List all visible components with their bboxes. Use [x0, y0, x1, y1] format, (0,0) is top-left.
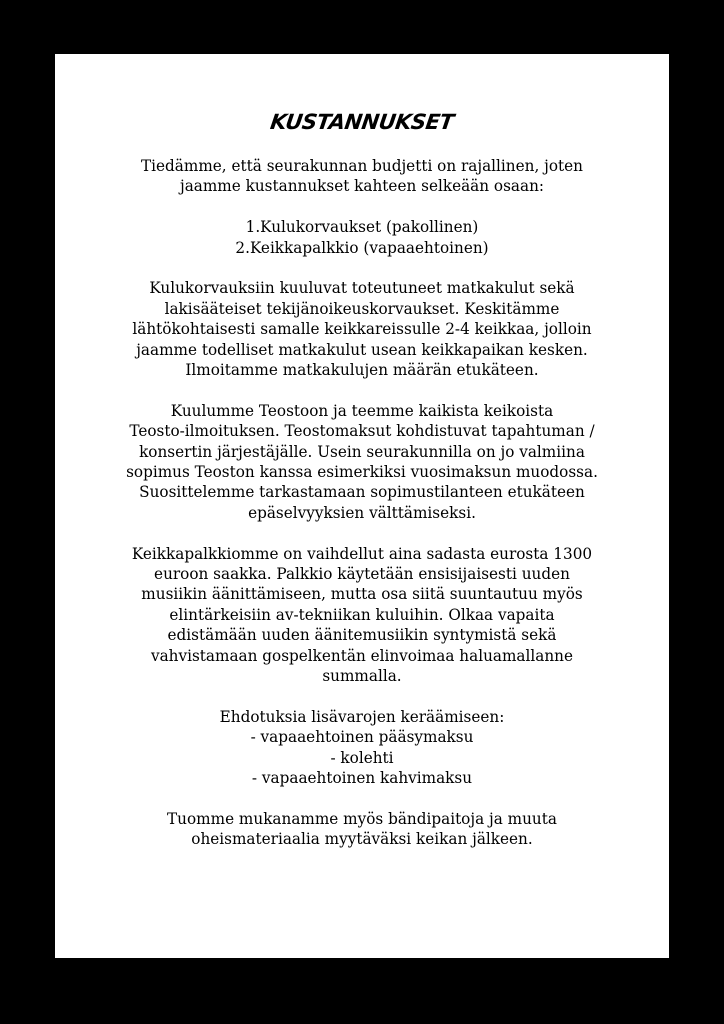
text-line: Teosto-ilmoituksen. Teostomaksut kohdistuvat tapahtuman /: [129, 422, 595, 441]
paragraph-cost-list: [55, 217, 669, 258]
text-line: jaamme kustannukset kahteen selkeään osaan:: [179, 177, 545, 196]
list-item: 1.Kulukorvaukset (pakollinen): [245, 218, 479, 237]
text-line: epäselvyyksien välttämiseksi.: [248, 503, 476, 522]
text-line: oheismateriaalia myytäväksi keikan jälkeen.: [191, 830, 533, 849]
document-page: [55, 54, 669, 958]
text-line: Ilmoitamme matkakulujen määrän etukäteen.: [185, 361, 539, 380]
text-line: lähtökohtaisesti samalle keikkareissulle 2-4 keikkaa, jolloin: [132, 320, 592, 339]
text-line: vahvistamaan gospelkentän elinvoimaa haluamallanne: [150, 646, 573, 665]
page-title: KUSTANNUKSET: [268, 110, 456, 134]
text-line: musiikin äänittämiseen, mutta osa siitä suuntautuu myös: [141, 585, 583, 604]
paragraph-intro: [55, 156, 669, 197]
text-line: Ehdotuksia lisävarojen keräämiseen:: [219, 707, 505, 726]
list-item: - vapaaehtoinen pääsymaksu: [250, 728, 474, 747]
text-line: Tiedämme, että seurakunnan budjetti on rajallinen, joten: [141, 157, 583, 175]
list-item: 2.Keikkapalkkio (vapaaehtoinen): [235, 238, 489, 257]
text-line: jaamme todelliset matkakulut usean keikkapaikan kesken.: [136, 340, 588, 359]
text-line: konsertin järjestäjälle. Usein seurakunnilla on jo valmiina: [139, 442, 585, 461]
text-line: euroon saakka. Palkkio käytetään ensisijaisesti uuden: [154, 565, 570, 584]
text-line: sopimus Teoston kanssa esimerkiksi vuosimaksun muodossa.: [126, 463, 598, 482]
paragraph-travel-costs: [55, 278, 669, 380]
paragraph-merch: [55, 809, 669, 850]
text-line: Keikkapalkkiomme on vaihdellut aina sadasta eurosta 1300: [131, 544, 593, 563]
text-line: summalla.: [322, 667, 402, 686]
text-line: edistämään uuden äänitemusiikin syntymistä sekä: [167, 626, 557, 645]
paragraph-fundraising: [55, 707, 669, 789]
text-line: elintärkeisiin av-tekniikan kuluihin. Olkaa vapaita: [169, 605, 555, 624]
list-item: - vapaaehtoinen kahvimaksu: [251, 769, 473, 788]
text-line: Kuulumme Teostoon ja teemme kaikista keikoista: [170, 401, 554, 420]
paragraph-fee: [55, 544, 669, 687]
list-item: - kolehti: [330, 748, 394, 767]
text-line: Tuomme mukanamme myös bändipaitoja ja muuta: [167, 809, 557, 828]
text-line: lakisääteiset tekijänoikeuskorvaukset. Keskitämme: [164, 299, 560, 318]
text-line: Kulukorvauksiin kuuluvat toteutuneet matkakulut sekä: [149, 279, 575, 298]
text-line: Suosittelemme tarkastamaan sopimustilanteen etukäteen: [139, 483, 585, 502]
document-body: [55, 156, 669, 870]
paragraph-teosto: [55, 401, 669, 523]
